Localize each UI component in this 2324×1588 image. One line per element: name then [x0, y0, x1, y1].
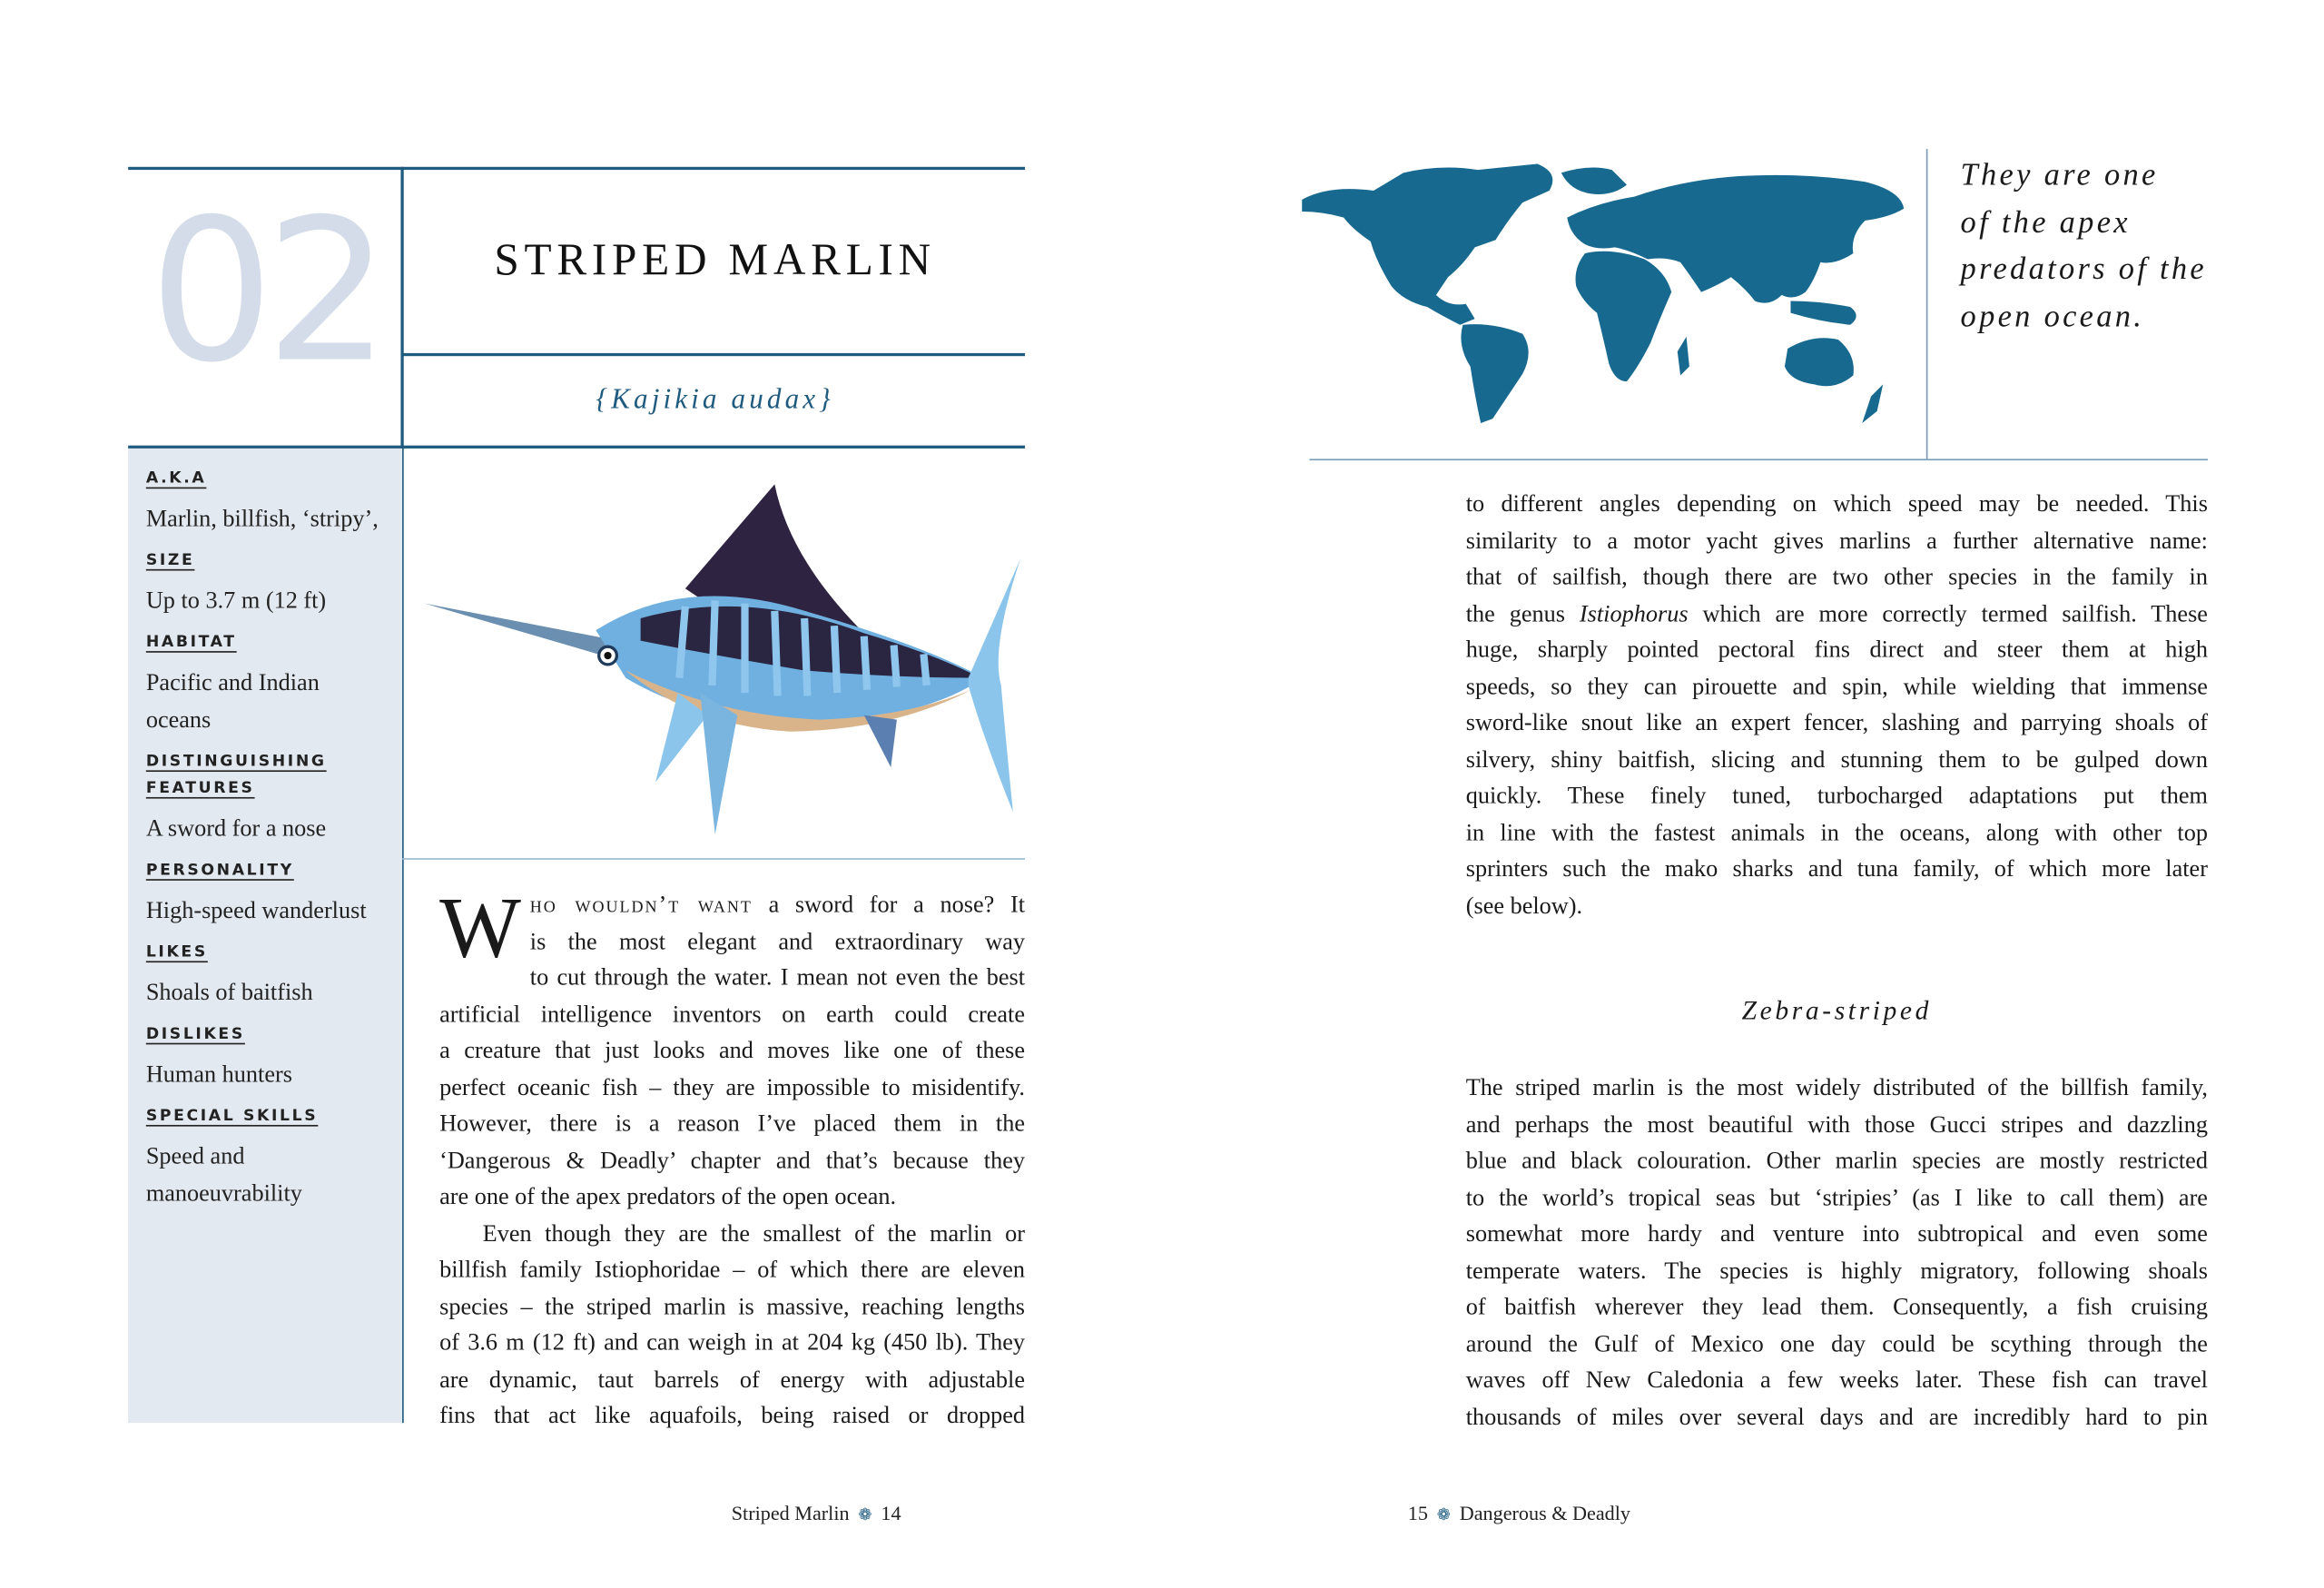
body-line: somewhat more hardy and venture into subtropical and even some — [1465, 1221, 2208, 1248]
body-line: species – the striped marlin is massive, reaching lengths — [439, 1294, 1026, 1320]
right-body-para2 — [1466, 1071, 2208, 1436]
fact-label: SIZE — [145, 551, 195, 569]
body-line: billfish family Istiophoridae – of which there are eleven — [439, 1258, 1026, 1283]
running-head: Striped Marlin — [731, 1502, 850, 1524]
world-map — [1299, 158, 1910, 429]
fact-label: PERSONALITY — [145, 861, 294, 880]
fact-value-line: oceans — [145, 707, 212, 734]
body-line: similarity to a motor yacht gives marlins a further alternative name: — [1465, 528, 2208, 554]
fact-label: DISTINGUISHING FEATURES — [145, 752, 327, 797]
fact-label: A.K.A — [145, 469, 207, 488]
body-line — [439, 888, 1025, 924]
intro-paragraph-start — [439, 879, 1026, 976]
page-number: 14 — [881, 1502, 901, 1524]
body-line: sword-like snout like an expert fencer, slashing and parrying shoals of — [1465, 710, 2208, 736]
fact-value-line: manoeuvrability — [145, 1181, 302, 1208]
facts-list — [146, 465, 399, 1222]
fact-value — [146, 1056, 399, 1093]
quote-line: predators of the — [1960, 250, 2207, 287]
body-line: and perhaps the most beautiful with those Gucci stripes and dazzling — [1465, 1112, 2208, 1138]
page-number: 15 — [1407, 1502, 1428, 1524]
body-line: are one of the apex predators of the open ocean. — [439, 1184, 897, 1210]
fact-value — [146, 583, 399, 620]
body-line: quickly. These finely tuned, turbocharged adaptations put them — [1465, 784, 2208, 810]
left-footer — [732, 1502, 901, 1525]
body-line: around the Gulf of Mexico one day could be scything through the — [1465, 1331, 2208, 1357]
body-line: of 3.6 m (12 ft) and can weigh in at 204 kg (450 lb). They — [439, 1330, 1026, 1356]
quote-divider — [1926, 149, 1928, 459]
fact-value-line: Up to 3.7 m (12 ft) — [145, 588, 327, 615]
body-line: blue and black colouration. Other marlin species are mostly restricted — [1465, 1149, 2208, 1175]
body-line: perfect oceanic fish – they are impossible to misidentify. — [439, 1074, 1026, 1100]
running-head: Dangerous & Deadly — [1459, 1502, 1630, 1524]
page-title: STRIPED MARLIN — [494, 235, 936, 285]
body-line: artificial intelligence inventors on earth could create — [439, 1001, 1026, 1028]
fact-label: HABITAT — [145, 633, 237, 652]
body-line: that of sailfish, though there are two other species in the family in — [1465, 564, 2208, 590]
snowflake-flower-icon: ❁ — [858, 1506, 872, 1524]
body-line — [1466, 597, 2208, 633]
body-line: huge, sharply pointed pectoral fins direct and steer them at high — [1465, 637, 2208, 664]
title-rule — [402, 353, 1025, 356]
line-part: which are more correctly termed sailfish. These — [1688, 601, 2208, 627]
snowflake-flower-icon: ❁ — [1436, 1506, 1451, 1524]
fact-value-line: Shoals of baitfish — [145, 980, 313, 1006]
body-line: sprinters such the mako sharks and tuna family, of which more later — [1465, 856, 2208, 883]
body-line: in line with the fastest animals in the oceans, along with other top — [1465, 820, 2208, 846]
fact-label: LIKES — [145, 942, 208, 962]
fact-value-line: Pacific and Indian — [145, 670, 320, 696]
small-caps-lead: ho wouldn’t want — [529, 892, 753, 918]
intro-line-rest: a sword for a nose? It — [752, 892, 1026, 918]
fact-value — [146, 893, 399, 930]
drop-cap: W — [439, 879, 521, 976]
right-footer — [1408, 1502, 1630, 1525]
body-line: temperate waters. The species is highly migratory, following shoals — [1465, 1258, 2208, 1284]
body-line: fins that act like aquafoils, being raised or dropped — [439, 1403, 1026, 1429]
fact-value-line: Human hunters — [145, 1062, 292, 1088]
quote-line: They are one — [1960, 156, 2159, 192]
fact-value-line: High-speed wanderlust — [145, 898, 367, 924]
body-line: Even though they are the smallest of the marlin or — [482, 1220, 1026, 1247]
section-subheading: Zebra-striped — [1741, 995, 1933, 1026]
latin-name: {Kajikia audax} — [596, 384, 834, 416]
body-line: thousands of miles over several days and are incredibly hard to pin — [1465, 1404, 2208, 1430]
body-line: The striped marlin is the most widely distributed of the billfish family, — [1465, 1075, 2208, 1101]
fact-value-line: A sword for a nose — [145, 816, 327, 843]
fact-value-line: Speed and — [145, 1144, 245, 1170]
fact-value — [146, 974, 399, 1011]
body-line: a creature that just looks and moves like one of these — [439, 1038, 1026, 1064]
italic-genus: Istiophorus — [1579, 601, 1689, 627]
striped-marlin-illustration — [417, 469, 1028, 842]
fact-value — [146, 500, 399, 538]
map-bottom-rule — [1309, 459, 2208, 460]
image-bottom-rule — [402, 858, 1025, 860]
body-line: silvery, shiny baitfish, slicing and stunning them to be gulped down — [1465, 746, 2208, 773]
body-line: (see below). — [1465, 893, 1583, 919]
fact-label: SPECIAL SKILLS — [145, 1107, 319, 1125]
body-line: to different angles depending on which speed may be needed. This — [1465, 491, 2208, 518]
left-body-lines — [439, 961, 1025, 1435]
fact-value — [146, 665, 399, 739]
fact-value — [146, 811, 399, 848]
fact-label: DISLIKES — [145, 1025, 245, 1043]
body-line: is the most elegant and extraordinary way — [529, 929, 1026, 955]
body-line: waves off New Caledonia a few weeks later. These fish can travel — [1465, 1367, 2208, 1394]
quote-line: of the apex — [1960, 202, 2131, 240]
line-part: the genus — [1465, 601, 1580, 627]
body-line: to the world’s tropical seas but ‘stripies’ (as I like to call them) are — [1465, 1185, 2208, 1211]
left-body-text — [439, 879, 1026, 1435]
body-line: ‘Dangerous & Deadly’ chapter and that’s because they — [439, 1148, 1026, 1174]
body-line: are dynamic, taut barrels of energy with adjustable — [439, 1366, 1026, 1393]
top-rule — [128, 167, 1025, 170]
fact-value — [146, 1139, 399, 1213]
body-line: to cut through the water. I mean not even the best — [529, 965, 1026, 991]
body-line: speeds, so they can pirouette and spin, while wielding that immense — [1465, 674, 2208, 700]
body-line: However, there is a reason I’ve placed them in the — [439, 1111, 1026, 1138]
right-body-para1 — [1466, 488, 2208, 925]
quote-line: open ocean. — [1960, 297, 2145, 333]
pull-quote — [1961, 152, 2207, 340]
body-line: of baitfish wherever they lead them. Consequently, a fish cruising — [1465, 1295, 2208, 1320]
fact-value-line: Marlin, billfish, ‘stripy’, — [145, 506, 379, 532]
chapter-number: 02 — [149, 177, 382, 407]
